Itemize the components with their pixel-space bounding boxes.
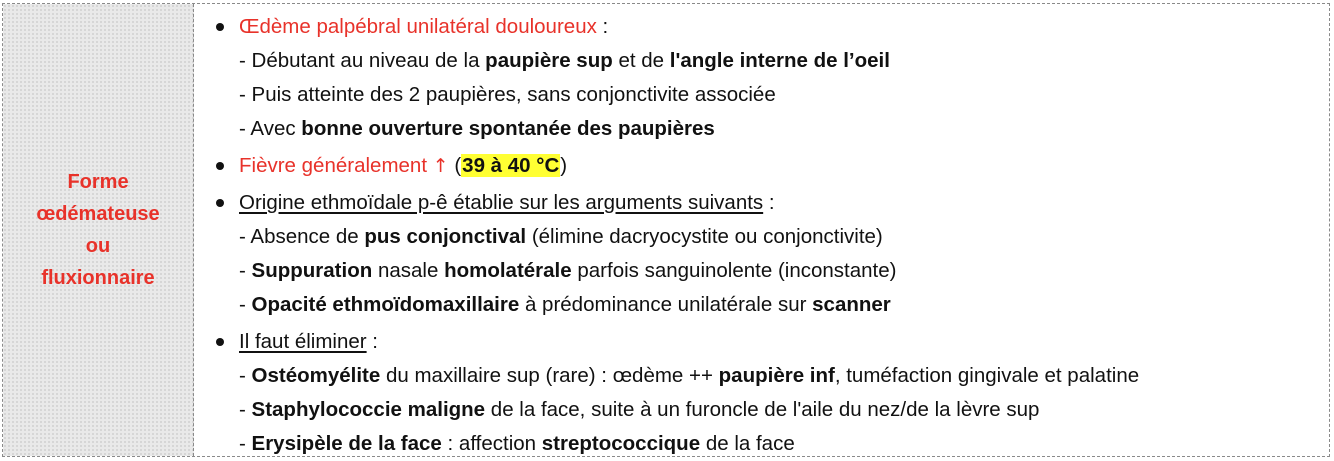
heading-text: Fièvre généralement [239, 154, 428, 177]
bold-text: homolatérale [444, 259, 572, 282]
heading-suffix: : [596, 15, 609, 38]
text: - [239, 259, 252, 282]
bullet-icon [216, 23, 224, 31]
row-header-line: œdémateuse [36, 203, 160, 225]
close-paren: ) [560, 154, 568, 177]
text: à prédominance unilatérale sur [519, 293, 813, 316]
text: - [239, 293, 252, 316]
item-heading [239, 149, 1329, 183]
text: - [239, 432, 252, 455]
bold-text: pus conjonctival [364, 225, 527, 248]
sub-lines [239, 44, 1329, 146]
sub-line [239, 288, 1329, 322]
text: du maxillaire sup (rare) : œdème ++ [380, 364, 719, 387]
bold-text: Suppuration [251, 259, 373, 282]
sub-line [239, 254, 1329, 288]
sub-line [239, 220, 1329, 254]
heading-suffix: : [366, 330, 379, 353]
row-header-cell [3, 4, 194, 456]
heading-text: Origine ethmoïdale p-ê établie sur les arguments suivants [239, 191, 764, 214]
text: : affection [441, 432, 542, 455]
bold-text: scanner [812, 293, 891, 316]
clinical-table [2, 3, 1330, 457]
text: - Absence de [239, 225, 365, 248]
bold-text: Ostéomyélite [251, 364, 381, 387]
heading-text: Il faut éliminer [239, 330, 367, 353]
row-header-title [36, 166, 159, 294]
sub-line [239, 427, 1329, 461]
text: nasale [372, 259, 445, 282]
bullet-item-eliminer [204, 325, 1329, 461]
text: , tuméfaction gingivale et palatine [834, 364, 1140, 387]
sub-line [239, 393, 1329, 427]
item-heading [239, 186, 1329, 220]
up-arrow-icon: ↑ [432, 155, 449, 177]
bold-text: bonne ouverture spontanée des paupières [301, 117, 715, 140]
row-header-line: Forme [67, 171, 129, 193]
text: et de [612, 49, 670, 72]
item-heading [239, 10, 1329, 44]
text: (élimine dacryocystite ou conjonctivite) [526, 225, 883, 248]
bold-text: paupière sup [485, 49, 613, 72]
content-cell [194, 4, 1329, 456]
sub-line [239, 78, 1329, 112]
sub-lines [239, 359, 1329, 461]
text: parfois sanguinolente (inconstante) [571, 259, 897, 282]
text: - Puis atteinte des 2 paupières, sans conjonctivite associée [239, 83, 776, 106]
sub-lines [239, 220, 1329, 322]
text: - [239, 364, 252, 387]
temperature-highlight: 39 à 40 °C [462, 154, 560, 177]
bold-text: Erysipèle de la face [251, 432, 442, 455]
sub-line [239, 112, 1329, 146]
bullet-item-oedeme [204, 10, 1329, 146]
bold-text: Staphylococcie maligne [251, 398, 486, 421]
heading-text: Œdème palpébral unilatéral douloureux [239, 15, 597, 38]
bold-text: streptococcique [541, 432, 701, 455]
bullet-icon [216, 199, 224, 207]
bold-text: Opacité ethmoïdomaxillaire [251, 293, 520, 316]
item-heading [239, 325, 1329, 359]
text: de la face, suite à un furoncle de l'aile du nez/de la lèvre sup [485, 398, 1040, 421]
bold-text: paupière inf [718, 364, 835, 387]
sub-line [239, 44, 1329, 78]
text: - Débutant au niveau de la [239, 49, 486, 72]
bullet-icon [216, 162, 224, 170]
text: - [239, 398, 252, 421]
bold-text: l'angle interne de l’oeil [669, 49, 890, 72]
text: de la face [700, 432, 795, 455]
bullet-item-origine [204, 186, 1329, 322]
heading-suffix: : [763, 191, 775, 214]
row-header-line: ou [85, 235, 111, 257]
bullet-item-fievre [204, 149, 1329, 183]
open-paren: ( [448, 154, 462, 177]
bullet-icon [216, 338, 224, 346]
row-header-line: fluxionnaire [41, 267, 155, 289]
text: - Avec [239, 117, 302, 140]
sub-line [239, 359, 1329, 393]
